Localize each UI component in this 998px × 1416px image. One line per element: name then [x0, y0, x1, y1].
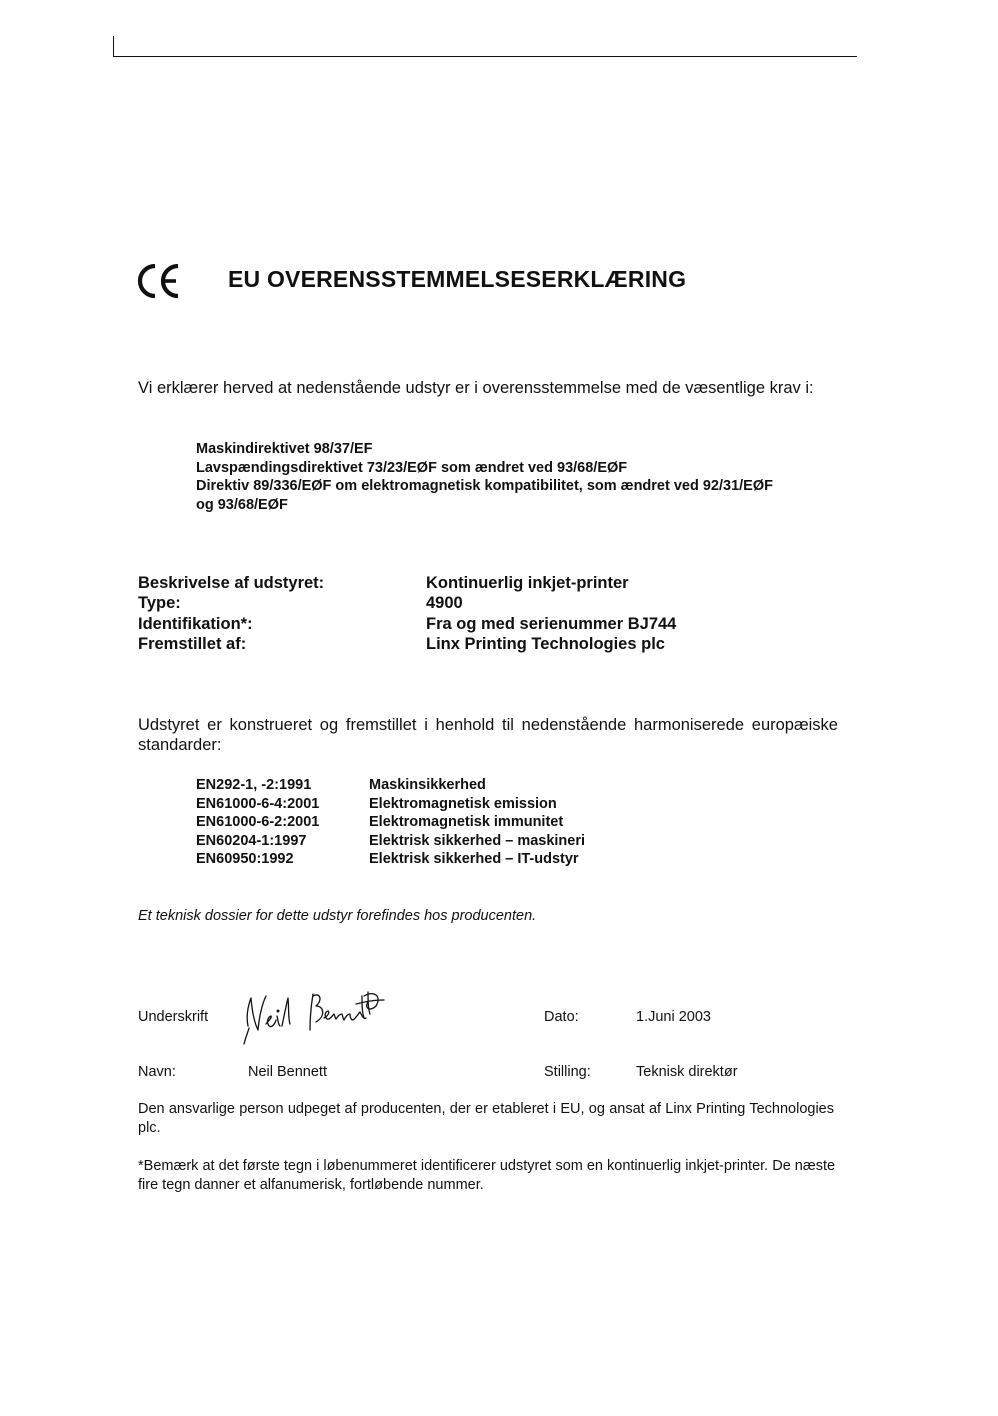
directive-item: Maskindirektivet 98/37/EF	[196, 441, 373, 457]
directive-item: Direktiv 89/336/EØF om elektromagnetisk kompatibilitet, som ændret ved 92/31/EØF	[196, 478, 773, 495]
standard-code: EN61000-6-4:2001	[196, 795, 320, 812]
date-value: 1.Juni 2003	[636, 1009, 711, 1025]
manufacturer-label: Fremstillet af:	[138, 634, 247, 653]
standard-row	[196, 850, 836, 869]
standard-row	[196, 813, 836, 832]
standard-description: Elektrisk sikkerhed – maskineri	[369, 832, 586, 849]
directive-list	[196, 440, 856, 514]
type-label: Type:	[138, 594, 181, 613]
description-value: Kontinuerlig inkjet-printer	[426, 574, 629, 592]
header-rule-vertical	[113, 36, 114, 56]
directive-item: og 93/68/EØF	[196, 496, 288, 513]
signature-image	[238, 986, 388, 1048]
name-value: Neil Bennett	[248, 1064, 327, 1080]
manufacturer-row	[138, 634, 838, 654]
intro-paragraph: Vi erklærer herved at nedenstående udstyr er i overensstemmelse med de væsentlige krav i:	[138, 379, 814, 397]
type-value: 4900	[426, 594, 463, 613]
name-label: Navn:	[138, 1064, 176, 1080]
directive-item: Lavspændingsdirektivet 73/23/EØF som ændret ved 93/68/EØF	[196, 459, 628, 476]
type-row	[138, 593, 838, 613]
identification-row	[138, 614, 838, 634]
standard-description: Maskinsikkerhed	[369, 777, 486, 793]
standard-code: EN292-1, -2:1991	[196, 777, 312, 793]
identification-value: Fra og med serienummer BJ744	[426, 614, 677, 633]
equipment-description	[138, 573, 838, 654]
standard-row	[196, 832, 836, 851]
standard-row	[196, 795, 836, 814]
position-label: Stilling:	[544, 1064, 591, 1080]
standard-description: Elektromagnetisk immunitet	[369, 814, 564, 831]
standard-description: Elektromagnetisk emission	[369, 795, 557, 812]
dossier-note: Et teknisk dossier for dette udstyr forefindes hos producenten.	[138, 908, 537, 924]
description-label: Beskrivelse af udstyret:	[138, 574, 325, 592]
manufacturer-value: Linx Printing Technologies plc	[426, 634, 665, 653]
responsible-person-paragraph: Den ansvarlige person udpeget af producenten, der er etableret i EU, og ansat af Linx Printing Technologies plc.	[138, 1101, 834, 1136]
description-row	[138, 573, 838, 593]
position-value: Teknisk direktør	[636, 1064, 738, 1080]
standards-intro: Udstyret er konstrueret og fremstillet i henhold til nedenstående harmoniserede europæiske standarder:	[138, 716, 838, 754]
standard-code: EN60950:1992	[196, 851, 294, 868]
standard-code: EN61000-6-2:2001	[196, 814, 320, 831]
standard-row	[196, 776, 836, 795]
ce-mark-icon	[136, 262, 182, 300]
footnote: *Bemærk at det første tegn i løbenummeret identificerer udstyret som en kontinuerlig inkjet-printer. De næste fire tegn danner et alfanumerisk, fortløbende nummer.	[138, 1158, 836, 1193]
standard-description: Elektrisk sikkerhed – IT-udstyr	[369, 851, 579, 868]
date-label: Dato:	[544, 1009, 579, 1025]
standards-list	[196, 776, 836, 869]
header-rule	[113, 56, 857, 57]
identification-label: Identifikation*:	[138, 614, 253, 633]
standard-code: EN60204-1:1997	[196, 832, 307, 849]
page-title: EU OVERENSSTEMMELSESERKLÆRING	[228, 266, 687, 292]
signature-label: Underskrift	[138, 1009, 209, 1025]
